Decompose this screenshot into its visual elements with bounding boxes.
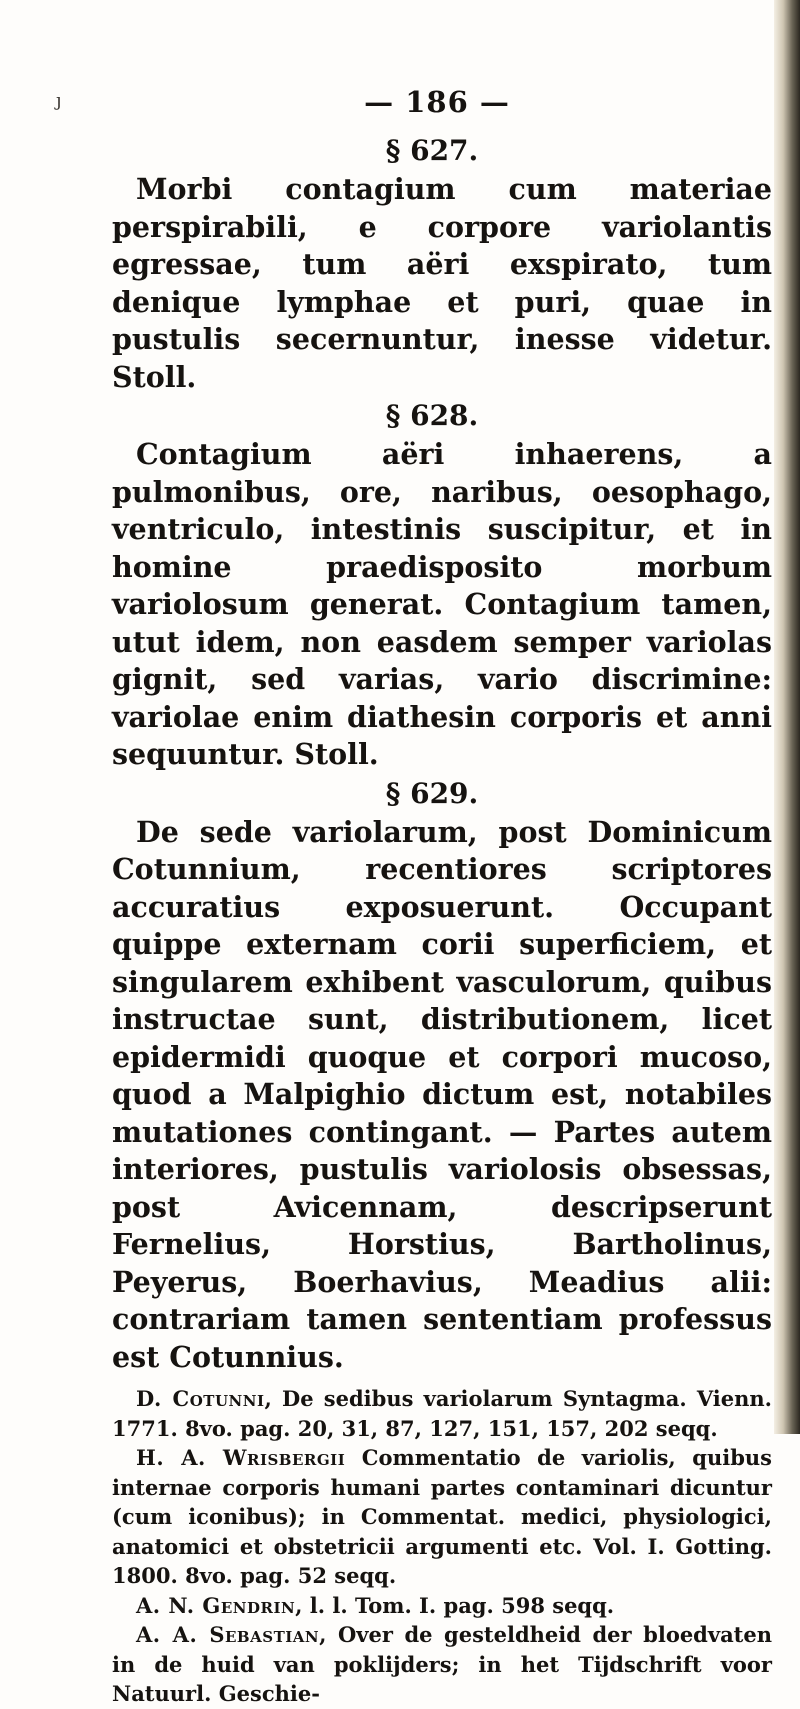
- reference-text: , l. l. Tom. I. pag. 598 seqq.: [295, 1592, 615, 1618]
- section-text: Morbi contagium cum materiae perspirabili, e corpore variolantis egressae, tum aëri exspirato, tum denique lymphae et puri, quae in pustulis secernuntur, inesse videtur. Stoll.: [112, 172, 772, 394]
- references: [112, 1384, 772, 1709]
- margin-mark: ȷ: [56, 90, 62, 111]
- reference-author: A. N. Gendrin: [136, 1592, 296, 1618]
- page: [112, 85, 772, 1709]
- reference-text: Commentatio de variolis, quibus internae corporis humani partes contaminari dicuntur (cum iconibus); in Commentat. medici, physiologici, anatomici et obstetricii argumenti etc. Vol. I. Gotting. 1800. 8vo. pag. 52 seqq.: [112, 1445, 772, 1588]
- section-629: [112, 774, 772, 1377]
- page-number: — 186 —: [364, 85, 510, 119]
- section-text: De sede variolarum, post Dominicum Cotunnium, recentiores scriptores accuratius exposuerunt. Occupant quippe externam corii superficiem, et singularem exhibent vasculorum, quibus instructae sunt, distributionem, licet epidermidi quoque et corpori mucoso, quod a Malpighio dictum est, notabiles mutationes contingant. — Partes autem interiores, pustulis variolosis obsessas, post Avicennam, descripserunt Fernelius, Horstius, Bartholinus, Peyerus, Boerhavius, Meadius alii: contrariam tamen sententiam professus est Cotunnius.: [112, 814, 772, 1374]
- reference-item: [112, 1384, 772, 1443]
- reference-author: A. A. Sebastian: [136, 1622, 320, 1647]
- reference-text: , Over de gesteldheid der bloedvaten in de huid van poklijders; in het Tijdschrift voor Natuurl. Geschie-: [112, 1622, 773, 1706]
- reference-item: [112, 1443, 772, 1591]
- section-628: [112, 396, 772, 774]
- reference-text: , De sedibus variolarum Syntagma. Vienn. 1771. 8vo. pag. 20, 31, 87, 127, 151, 157, 202 seqq.: [112, 1386, 772, 1441]
- reference-item: [112, 1620, 772, 1709]
- section-number: § 628.: [385, 399, 479, 432]
- page-edge-shadow: [774, 0, 800, 1434]
- reference-author: H. A. Wrisbergii: [136, 1445, 346, 1470]
- section-text: Contagium aëri inhaerens, a pulmonibus, ore, naribus, oesophago, ventriculo, intestinis suscipitur, et in homine praedisposito morbum variolosum generat. Contagium tamen, utut idem, non easdem semper variolas gignit, sed varias, vario discrimine: variolae enim diathesin corporis et anni sequuntur. Stoll.: [112, 437, 772, 771]
- section-627: [112, 131, 772, 396]
- section-number: § 629.: [385, 776, 479, 810]
- section-number: § 627.: [385, 134, 479, 167]
- reference-author: D. Cotunni: [136, 1386, 265, 1411]
- reference-item: [112, 1591, 772, 1621]
